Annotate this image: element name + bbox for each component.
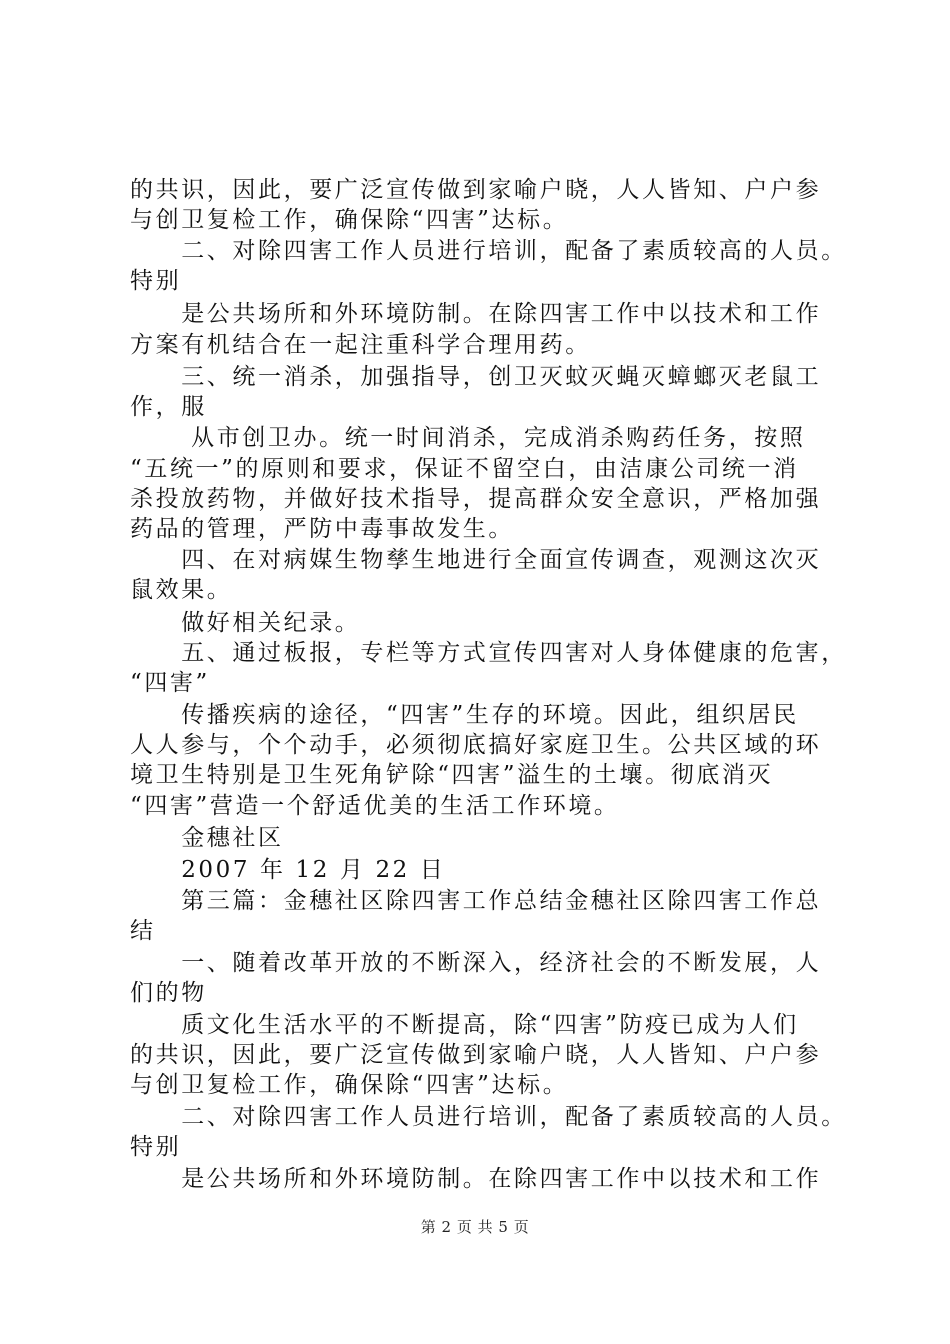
- signature-organization: 金穗社区: [130, 825, 284, 851]
- section-title: 第三篇：金穗社区除四害工作总结金穗社区除四害工作总: [130, 888, 822, 914]
- text-line: 传播疾病的途径，“四害”生存的环境。因此，组织居民: [130, 702, 799, 728]
- text-line: 二、对除四害工作人员进行培训，配备了素质较高的人员。: [130, 1104, 847, 1130]
- text-line: “五统一”的原则和要求，保证不留空白，由洁康公司统一消: [130, 456, 799, 482]
- text-line: 方案有机结合在一起注重科学合理用药。: [130, 332, 591, 358]
- text-line: 四、在对病媒生物孳生地进行全面宣传调查，观测这次灭: [130, 547, 822, 573]
- text-line: 三、统一消杀，加强指导，创卫灭蚊灭蝇灭蟑螂灭老鼠工: [130, 364, 822, 390]
- text-line: 特别: [130, 1134, 182, 1160]
- text-line: 与创卫复检工作，确保除“四害”达标。: [130, 207, 569, 233]
- text-line: 与创卫复检工作，确保除“四害”达标。: [130, 1072, 569, 1098]
- section-title-continued: 结: [130, 918, 156, 944]
- text-line: 做好相关纪录。: [130, 610, 361, 636]
- text-line: 五、通过板报，专栏等方式宣传四害对人身体健康的危害，: [130, 640, 847, 666]
- text-line: 鼠效果。: [130, 577, 233, 603]
- text-line: 从市创卫办。统一时间消杀，完成消杀购药任务，按照: [130, 425, 806, 451]
- text-line: 是公共场所和外环境防制。在除四害工作中以技术和工作: [130, 1166, 822, 1192]
- text-line: 是公共场所和外环境防制。在除四害工作中以技术和工作: [130, 301, 822, 327]
- page-number-footer: 第 2 页 共 5 页: [420, 1218, 530, 1236]
- text-line: 质文化生活水平的不断提高，除“四害”防疫已成为人们: [130, 1012, 799, 1038]
- text-line: 作，服: [130, 394, 207, 420]
- text-line: 特别: [130, 268, 182, 294]
- text-line: 二、对除四害工作人员进行培训，配备了素质较高的人员。: [130, 238, 847, 264]
- text-line: 一、随着改革开放的不断深入，经济社会的不断发展，人: [130, 950, 822, 976]
- text-line: 药品的管理，严防中毒事故发生。: [130, 516, 514, 542]
- text-line: 们的物: [130, 980, 207, 1006]
- text-line: “四害”: [130, 670, 210, 696]
- text-line: 的共识，因此，要广泛宣传做到家喻户晓，人人皆知、户户参: [130, 177, 822, 203]
- text-line: 人人参与，个个动手，必须彻底搞好家庭卫生。公共区域的环: [130, 732, 822, 758]
- signature-date: 2007 年 12 月 22 日: [130, 857, 446, 883]
- text-line: 杀投放药物，并做好技术指导，提高群众安全意识，严格加强: [130, 486, 822, 512]
- text-line: 的共识，因此，要广泛宣传做到家喻户晓，人人皆知、户户参: [130, 1042, 822, 1068]
- text-line: 境卫生特别是卫生死角铲除“四害”溢生的土壤。彻底消灭: [130, 762, 774, 788]
- text-line: “四害”营造一个舒适优美的生活工作环境。: [130, 793, 620, 819]
